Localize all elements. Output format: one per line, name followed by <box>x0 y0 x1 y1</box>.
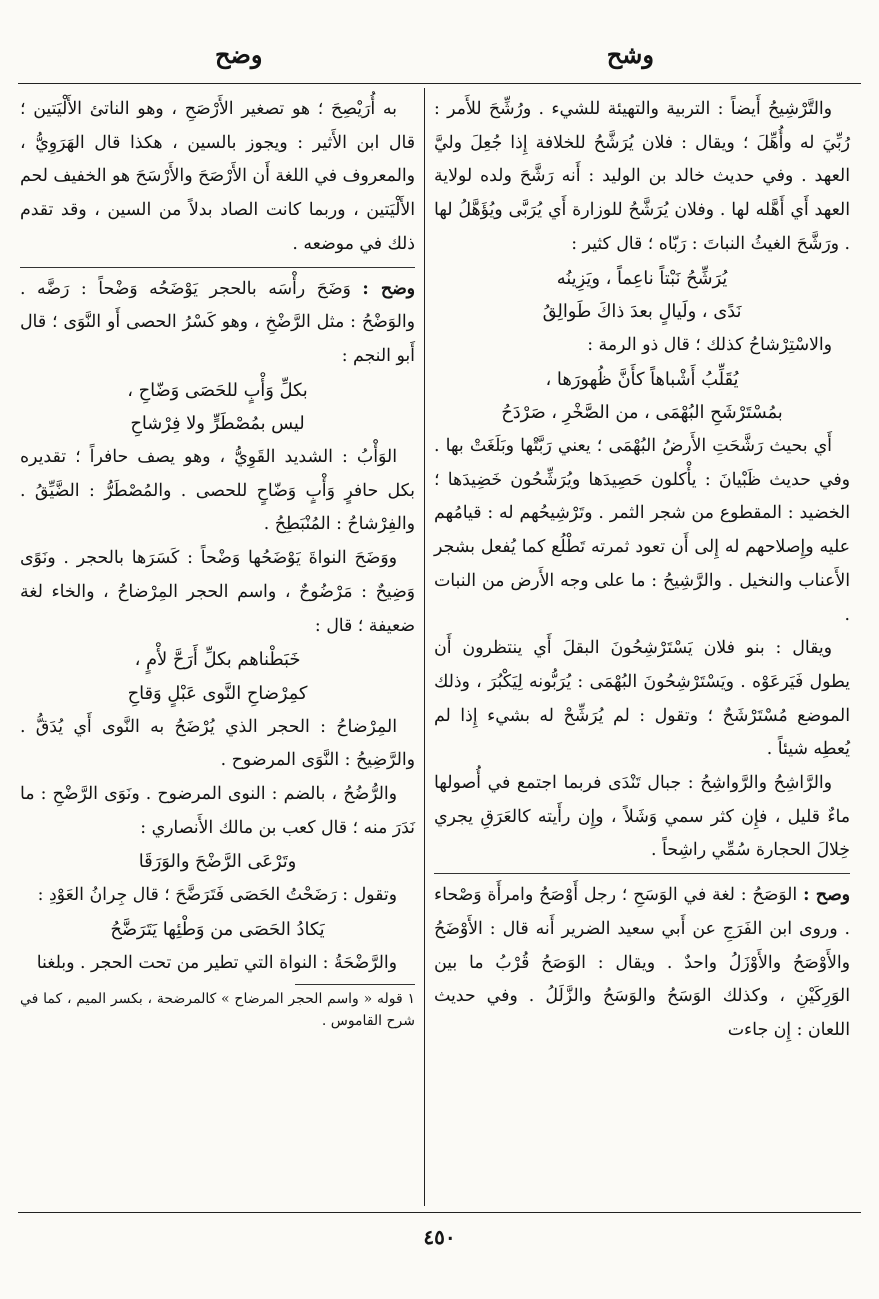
paragraph: والرَّضْحَةُ : النواة التي تطير من تحت الحجر . وبلغنا <box>36 952 397 973</box>
verse-line: يَكادُ الحَصَى من وَطْئِها يَتَرَضَّحُ <box>110 918 325 940</box>
paragraph: ووَضَحَ النواةَ يَوْضَحُها وَضْحاً : كَسَرَها بالحجر . ونَوًى وَضِيحٌ : مَرْضُوحٌ ، واسم الحجر المِرْضاحُ ، والخاء لغة ضعيفة ؛ قال : <box>20 548 415 636</box>
verse-line: بكلِّ وَأْبٍ للحَصَى وَضّاحِ ، <box>127 379 308 401</box>
paragraph: والتَّرْشِيحُ أَيضاً : التربية والتهيئة للشيء . ورُشِّحَ للأَمر : رُبِّيَ له وأُهِّلَ ؛ ويقال : فلان يُرَشَّحُ للخلافة إِذا جُعِلَ وليَّ العهد . وفي حديث خالد بن الوليد : أَنه رَشَّحَ ولده لولاية العهد أَي أَهَّله لها . وفلان يُرَشَّحُ للوزارة أَي يُرَبَّى ويُؤَهَّلُ لها . ورَشَّحَ الغيثُ النباتَ : رَبّاه ؛ قال كثير : <box>434 99 850 254</box>
verse-line: كمِرْضاحِ النَّوى عَبْلٍ وَقاحِ <box>127 682 308 704</box>
entry-headword: وضح : <box>362 278 415 299</box>
paragraph: الوَأْبُ : الشديد القَوِيُّ ، وهو يصف حافراً ؛ تقديره بكل حافرٍ وَأْبٍ وَضّاحٍ للحصى . والمُصْطَرُّ : الضَّيِّقُ . والفِرْشاحُ : المُنْبَطِحُ . <box>20 447 415 535</box>
dictionary-entry <box>434 879 850 1048</box>
paragraph: المِرْضاحُ : الحجر الذي يُرْضَحُ به النَّوى أَي يُدَقُّ . والرَّضِيحُ : النَّوَى المرضوح . <box>20 716 415 771</box>
verse-line: ليس بمُصْطَرٍّ ولا فِرْشاحِ <box>130 413 305 435</box>
verse-line: يُرَشِّحُ نَبْتاً ناعِماً ، ويَزِينُه <box>556 267 728 289</box>
paragraph: به أُرَيْصِحَ ؛ هو تصغير الأَرْصَحِ ، وهو الناتئ الأَلْيَتين ؛ قال ابن الأَثير : ويجوز بالسين ، هكذا قال الهَرَوِيُّ ، والمعروف في اللغة أَن الأَرْصَحَ والأَرْسَحَ هو الخفيف لحم الأَلْيَتين ، وربما كانت الصاد بدلاً من السين ، وقد تقدم ذلك في موضعه . <box>20 99 415 254</box>
left-column <box>20 93 415 1032</box>
paragraph: ويقال : بنو فلان يَسْتَرْشِحُونَ البقلَ أَي ينتظرون أَن يطول فَيَرعَوْه . ويَسْتَرْشِحُونَ البُهْمَى : يُرَبُّونه لِيَكْبُرَ ، وذلك الموضع مُسْتَرْشَحٌ ؛ وتقول : لم يُرَشِّحْ له بشيء إِذا لم يُعطِه شيئاً . <box>434 638 850 760</box>
paragraph: والاسْتِرْشاحُ كذلك ؛ قال ذو الرمة : <box>587 334 832 355</box>
paragraph: والرُّضُحُ ، بالضم : النوى المرضوح . ونَوَى الرَّضْحِ : ما نَدَرَ منه ؛ قال كعب بن مالك الأَنصاري : <box>20 784 415 838</box>
column-divider <box>424 88 425 1206</box>
verse-line: نَدًى ، ولَيالٍ بعدَ ذاكَ طَوالِقُ <box>542 301 742 323</box>
entry-text: الوَصَحُ : لغة في الوَسَحِ ؛ رجل أَوْصَحُ وامرأَة وَصْحاء . وروى ابن الفَرَجِ عن أَبي سعيد الضرير أَنه قال : الأَوْضَحُ والأَوْصَحُ والأَوْزَلُ واحدٌ . ويقال : الوَصَحُ قُرْبُ ما بين الوَرِكَيْنِ ، وكذلك الوَسَحُ والوَسَحُ والزَّلَلُ . وفي حديث اللعان : إِن جاءت <box>434 885 850 1040</box>
page-number: ٤٥٠ <box>423 1225 456 1249</box>
top-rule <box>18 83 861 84</box>
verse-line: بمُسْتَرْشَحِ البُهْمَى ، من الصَّخْرِ ، صَرْدَحُ <box>501 402 783 424</box>
footnote: ١ قوله « واسم الحجر المرضاح » كالمرضحة ، بكسر الميم ، كما في شرح القاموس . <box>20 991 415 1030</box>
entry-separator <box>20 267 415 268</box>
entry-headword: وصح : <box>803 885 850 906</box>
dictionary-entry <box>20 273 415 374</box>
paragraph: أَي بحيث رَشَّحَتِ الأَرضُ البُهْمَى ؛ يعني رَبَّتْها وبَلَغَتْ بها . وفي حديث ظَبْيانَ : يأْكلون حَصِيدَها ويُرَشِّحُون خَضِيدَها ؛ الخضيد : المقطوع من شجر الثمر . وتَرْشِيحُهم له : قيامُهم عليه وإِصلاحهم له إِلى أَن تعود ثمرته تَطْلُع كما يُفعل بشجر الأَعناب والنخيل . والرَّشِيحُ : ما على وجه الأَرض من النبات . <box>434 436 850 625</box>
verse-line: وتَرْعَى الرَّضْحَ والوَرَقَا <box>138 851 297 873</box>
right-column <box>434 93 850 1048</box>
paragraph: والرَّاشِحُ والرَّواشِحُ : جبال تَنْدَى فربما اجتمع في أُصولها ماءٌ قليل ، فإِن كثر سمي وَشَلاً ، وإِن رأَيته كالعَرَقِ يجري خِلالَ الحجارة سُمِّي راشِحاً . <box>434 773 850 861</box>
bottom-rule <box>18 1212 861 1213</box>
footnote-rule <box>295 984 415 985</box>
header-right-word: وشح <box>606 40 654 69</box>
entry-separator <box>434 873 850 874</box>
verse-line: خَبَطْناهم بكلِّ أَرَحَّ لأْمٍ ، <box>134 649 301 671</box>
verse-line: يُقَلِّبُ أَشْباهاً كأَنَّ ظُهورَها ، <box>545 368 739 390</box>
paragraph: وتقول : رَضَحْتُ الحَصَى فَتَرَضَّحَ ؛ قال جِرانُ العَوْدِ : <box>37 885 397 906</box>
entry-text: وَضَحَ رأْسَه بالحجر يَوْضَحُه وَضْحاً : رَضَّه . والوَضْحُ : مثل الرَّضْخِ ، وهو كَسْرُ الحصى أَو النَّوَى ؛ قال أَبو النجم : <box>20 278 415 366</box>
header-left-word: وضح <box>215 40 263 69</box>
